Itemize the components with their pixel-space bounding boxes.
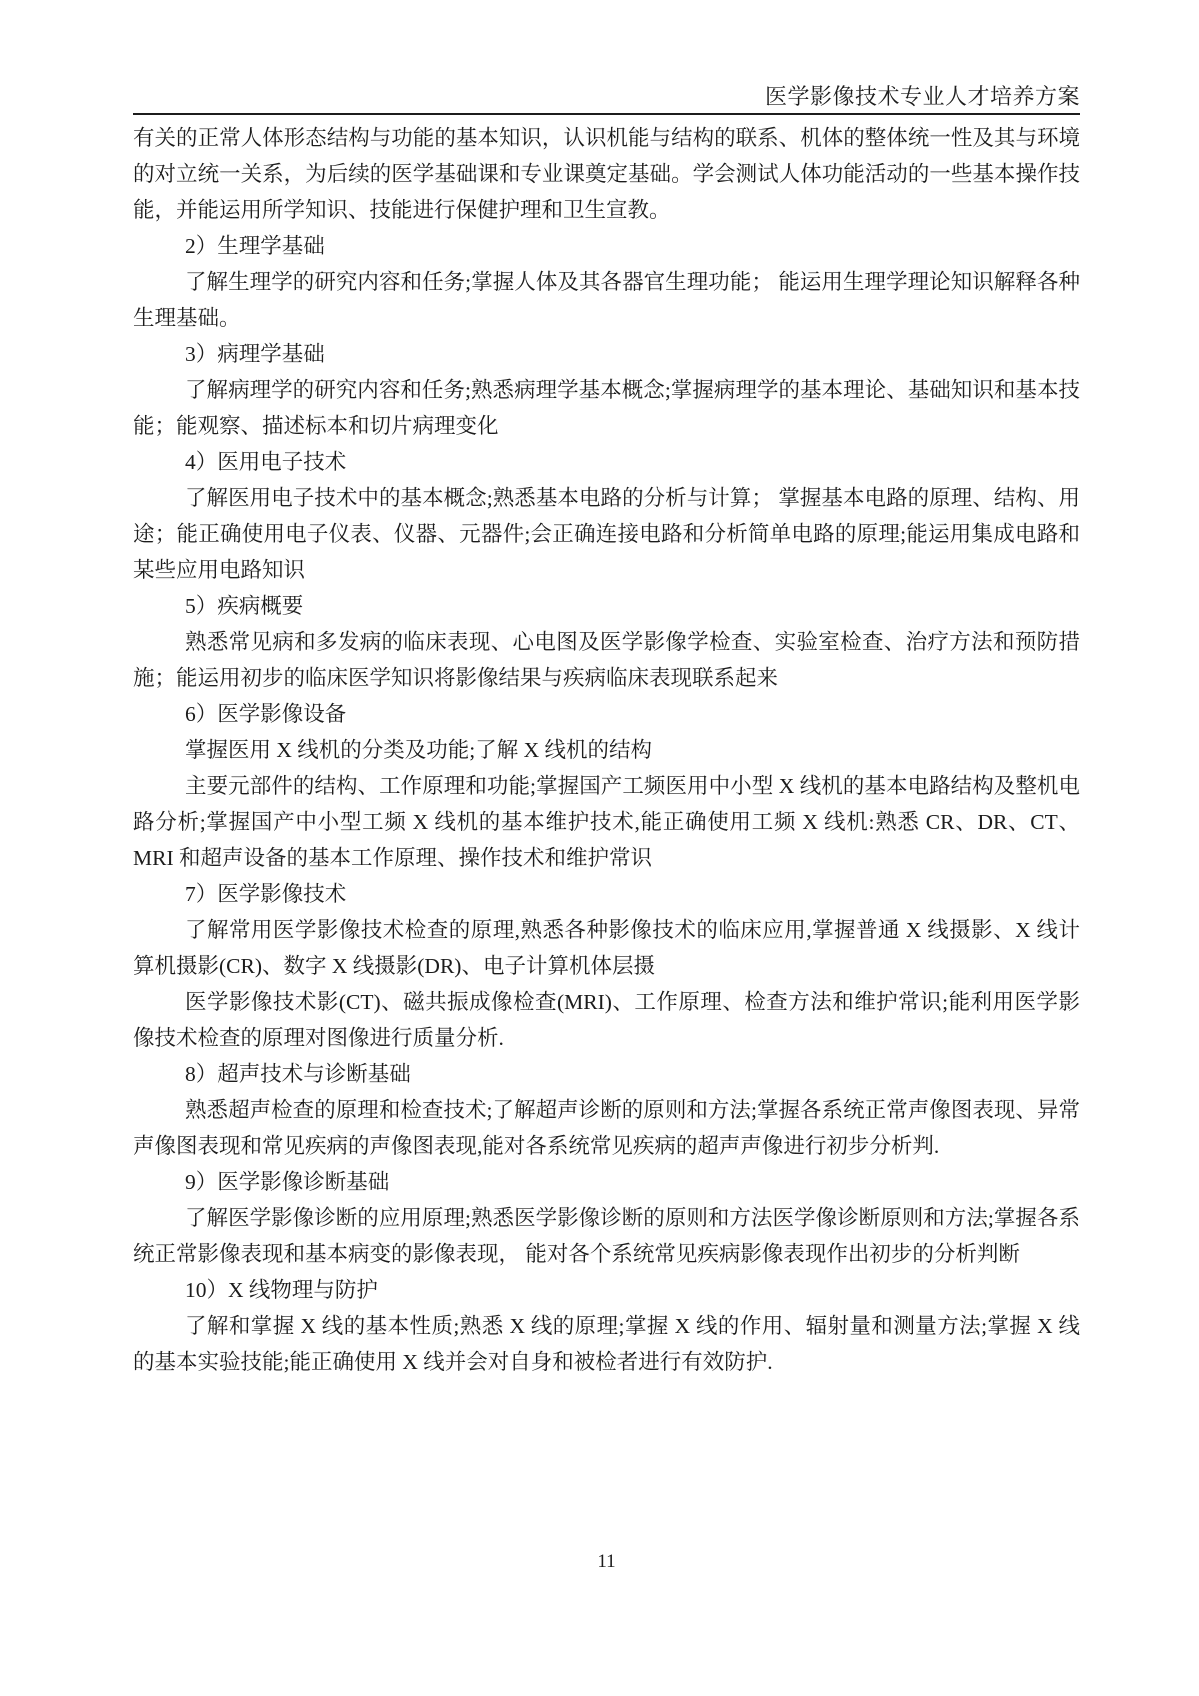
paragraph: 了解医用电子技术中的基本概念;熟悉基本电路的分析与计算； 掌握基本电路的原理、结构、用途；能正确使用电子仪表、仪器、元器件;会正确连接电路和分析简单电路的原理;能运用集成电路和某些应用电路知识 [133, 486, 1080, 582]
paragraph: 2）生理学基础 [185, 234, 325, 258]
paragraph: 4）医用电子技术 [185, 450, 347, 474]
paragraph: 了解常用医学影像技术检查的原理,熟悉各种影像技术的临床应用,掌握普通 X 线摄影、X 线计算机摄影(CR)、数字 X 线摄影(DR)、电子计算机体层摄 [133, 918, 1080, 978]
paragraph: 8）超声技术与诊断基础 [185, 1062, 411, 1086]
paragraph: 3）病理学基础 [185, 342, 325, 366]
document-body [133, 120, 1080, 1380]
paragraph: 有关的正常人体形态结构与功能的基本知识，认识机能与结构的联系、机体的整体统一性及其与环境的对立统一关系，为后续的医学基础课和专业课奠定基础。学会测试人体功能活动的一些基本操作技能，并能运用所学知识、技能进行保健护理和卫生宣教。 [133, 126, 1080, 222]
paragraph: 了解医学影像诊断的应用原理;熟悉医学影像诊断的原则和方法医学像诊断原则和方法;掌握各系统正常影像表现和基本病变的影像表现， 能对各个系统常见疾病影像表现作出初步的分析判断 [133, 1206, 1080, 1266]
paragraph: 熟悉常见病和多发病的临床表现、心电图及医学影像学检查、实验室检查、治疗方法和预防措施；能运用初步的临床医学知识将影像结果与疾病临床表现联系起来 [133, 630, 1080, 690]
header-rule [133, 113, 1080, 115]
paragraph: 10）X 线物理与防护 [185, 1278, 378, 1302]
paragraph: 医学影像技术影(CT)、磁共振成像检查(MRI)、工作原理、检查方法和维护常识;能利用医学影像技术检查的原理对图像进行质量分析. [133, 990, 1080, 1050]
paragraph: 主要元部件的结构、工作原理和功能;掌握国产工频医用中小型 X 线机的基本电路结构及整机电路分析;掌握国产中小型工频 X 线机的基本维护技术,能正确使用工频 X 线机:熟悉 CR、DR、CT、MRI 和超声设备的基本工作原理、操作技术和维护常识 [133, 774, 1080, 870]
paragraph: 熟悉超声检查的原理和检查技术;了解超声诊断的原则和方法;掌握各系统正常声像图表现、异常声像图表现和常见疾病的声像图表现,能对各系统常见疾病的超声声像进行初步分析判. [133, 1098, 1080, 1158]
paragraph: 掌握医用 X 线机的分类及功能;了解 X 线机的结构 [185, 738, 653, 762]
paragraph: 了解和掌握 X 线的基本性质;熟悉 X 线的原理;掌握 X 线的作用、辐射量和测量方法;掌握 X 线的基本实验技能;能正确使用 X 线并会对自身和被检者进行有效防护. [133, 1314, 1080, 1374]
paragraph: 9）医学影像诊断基础 [185, 1170, 390, 1194]
paragraph: 了解生理学的研究内容和任务;掌握人体及其各器官生理功能； 能运用生理学理论知识解释各种生理基础。 [133, 270, 1080, 330]
header-title: 医学影像技术专业人才培养方案 [764, 84, 1080, 109]
paragraph: 了解病理学的研究内容和任务;熟悉病理学基本概念;掌握病理学的基本理论、基础知识和基本技能；能观察、描述标本和切片病理变化 [133, 378, 1080, 438]
page-footer [133, 1551, 1080, 1573]
paragraph: 5）疾病概要 [185, 594, 304, 618]
paragraph: 7）医学影像技术 [185, 882, 347, 906]
paragraph: 6）医学影像设备 [185, 702, 347, 726]
page-number: 11 [597, 1551, 616, 1572]
